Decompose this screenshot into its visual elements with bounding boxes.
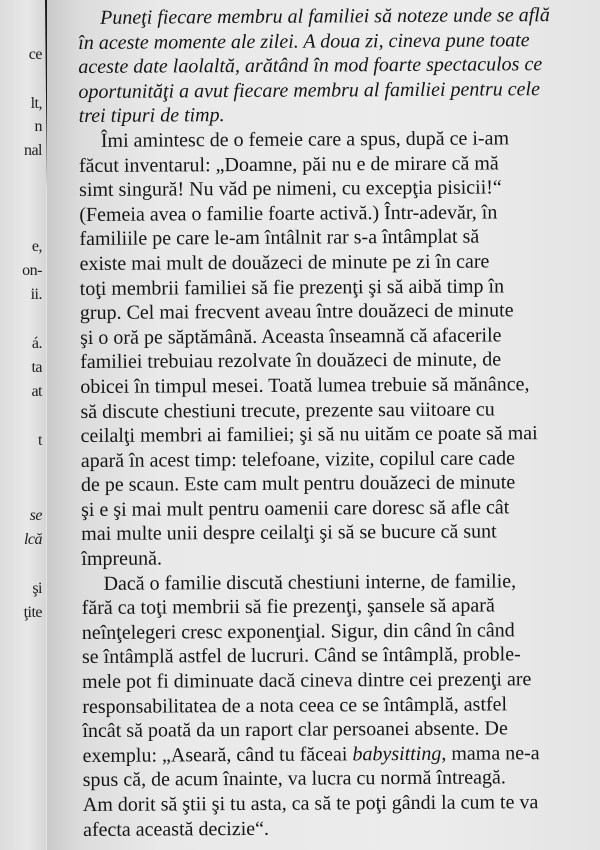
- text-line: neînţelegeri cresc exponenţial. Sigur, din când în când: [81, 619, 515, 644]
- paragraph-woman-anecdote: [79, 126, 592, 572]
- text-line: de pe scaun. Este cam mult pentru douăzeci de minute: [80, 471, 516, 497]
- text-line: toţi membrii familiei să fie prezenţi şi să aibă timp în: [79, 274, 505, 300]
- text-line: Îmi amintesc de o femeie care a spus, după ce i-am: [100, 127, 510, 152]
- left-page-text-fragment: lt,: [30, 95, 42, 112]
- text-line: în aceste momente ale zilei. A doua zi, cineva pune toate: [78, 28, 530, 54]
- text-line: spus că, de acum înainte, va lucra cu normă întreagă.: [82, 766, 506, 792]
- text-line: fără ca toţi membrii să fie prezenţi, şansele să apară: [81, 594, 495, 620]
- left-page-text-fragment: ii.: [30, 286, 42, 303]
- text-line: grup. Cel mai frecvent aveau între douăzeci de minute: [79, 299, 514, 325]
- text-line: oportunităţi a avut fiecare membru al familiei pentru cele: [78, 77, 540, 103]
- text-line: Puneţi fiecare membru al familiei să noteze unde se află: [100, 4, 550, 29]
- left-page-text-fragment: ta: [31, 359, 42, 376]
- text-line: afecta această decizie“.: [82, 817, 270, 841]
- text-line: şi o oră pe săptămână. Aceasta înseamnă că afacerile: [79, 324, 502, 349]
- text-line: mai multe unii despre ceilalţi şi să se bucure că sunt: [81, 520, 497, 546]
- text-line: obicei în timpul mesei. Toată lumea trebuie să mănânce,: [80, 373, 530, 398]
- text-line: familiei trebuiau rezolvate în douăzeci de minute, de: [80, 348, 502, 374]
- text-line: existe mai mult de douăzeci de minute pe zi în care: [79, 250, 490, 275]
- text-line: ceilalţi membri ai familiei; şi să nu uităm ce poate să mai: [80, 422, 538, 448]
- left-page-text-fragment: at: [31, 383, 42, 400]
- text-line: simt singură! Nu văd pe nimeni, cu excepţia pisicii!“: [79, 176, 502, 202]
- text-line: se întâmplă astfel de lucruri. Când se întâmplă, proble-: [81, 643, 521, 669]
- text-line: făcut inventarul: „Doamne, păi nu e de mirare că mă: [78, 151, 499, 177]
- page-body-text: [78, 3, 593, 842]
- left-page-text-fragment: n: [34, 118, 42, 135]
- text-line: responsabilitatea de a nota ceea ce se întâmplă, astfel: [82, 693, 508, 718]
- italic-term-babysitting: babysitting: [352, 742, 442, 766]
- text-line: mele pot fi diminuate dacă cineva dintre cei prezenţi are: [82, 668, 532, 694]
- text-line: împreună.: [81, 547, 162, 571]
- text-line: Am dorit să ştii şi tu asta, ca să te poţi gândi la cum te va: [82, 791, 539, 816]
- left-page-text-fragment: ţite: [23, 604, 42, 621]
- text-segment: exemplu: „Aseară, când tu făceai: [82, 743, 353, 767]
- text-line-with-italic: [83, 741, 593, 769]
- left-page-text-fragment: e,: [31, 238, 42, 255]
- text-line: să discute chestiuni trecute, prezente sau viitoare cu: [80, 397, 495, 423]
- left-page-text-fragment: se: [29, 507, 42, 524]
- text-line: (Femeia avea o familie foarte activă.) Într-adevăr, în: [79, 201, 498, 226]
- text-line: aceste date laolaltă, arătând în mod foarte spectaculos ce: [78, 53, 543, 79]
- text-line: familiile pe care le-am întâlnit rar s-a întâmplat să: [79, 225, 480, 251]
- text-line: apară în acest timp: telefoane, vizite, copilul care cade: [80, 447, 516, 472]
- left-page-text-fragment: on-: [22, 262, 42, 279]
- left-page-text-fragment: t: [38, 432, 42, 449]
- left-page-text-fragment: lcă: [23, 531, 42, 548]
- text-line: încât să poată da un raport clar persoanei absente. De: [82, 717, 508, 743]
- text-line: Dacă o familie discută chestiuni interne, de familie,: [103, 569, 517, 595]
- text-line: trei tipuri de timp.: [78, 104, 225, 128]
- text-line: şi e şi mai mult pentru oamenii care doresc să afle cât: [81, 496, 510, 521]
- paragraph-italic-instruction: [78, 3, 589, 129]
- left-page-text-fragment: nal: [23, 142, 42, 159]
- left-page-edge: [0, 0, 46, 850]
- text-segment: , mama ne-a: [441, 742, 540, 765]
- left-page-text-fragment: şi: [32, 580, 42, 597]
- left-page-text-fragment: ce: [28, 46, 42, 63]
- left-page-text-fragment: á.: [31, 335, 42, 352]
- paragraph-family-discussion: [81, 569, 593, 843]
